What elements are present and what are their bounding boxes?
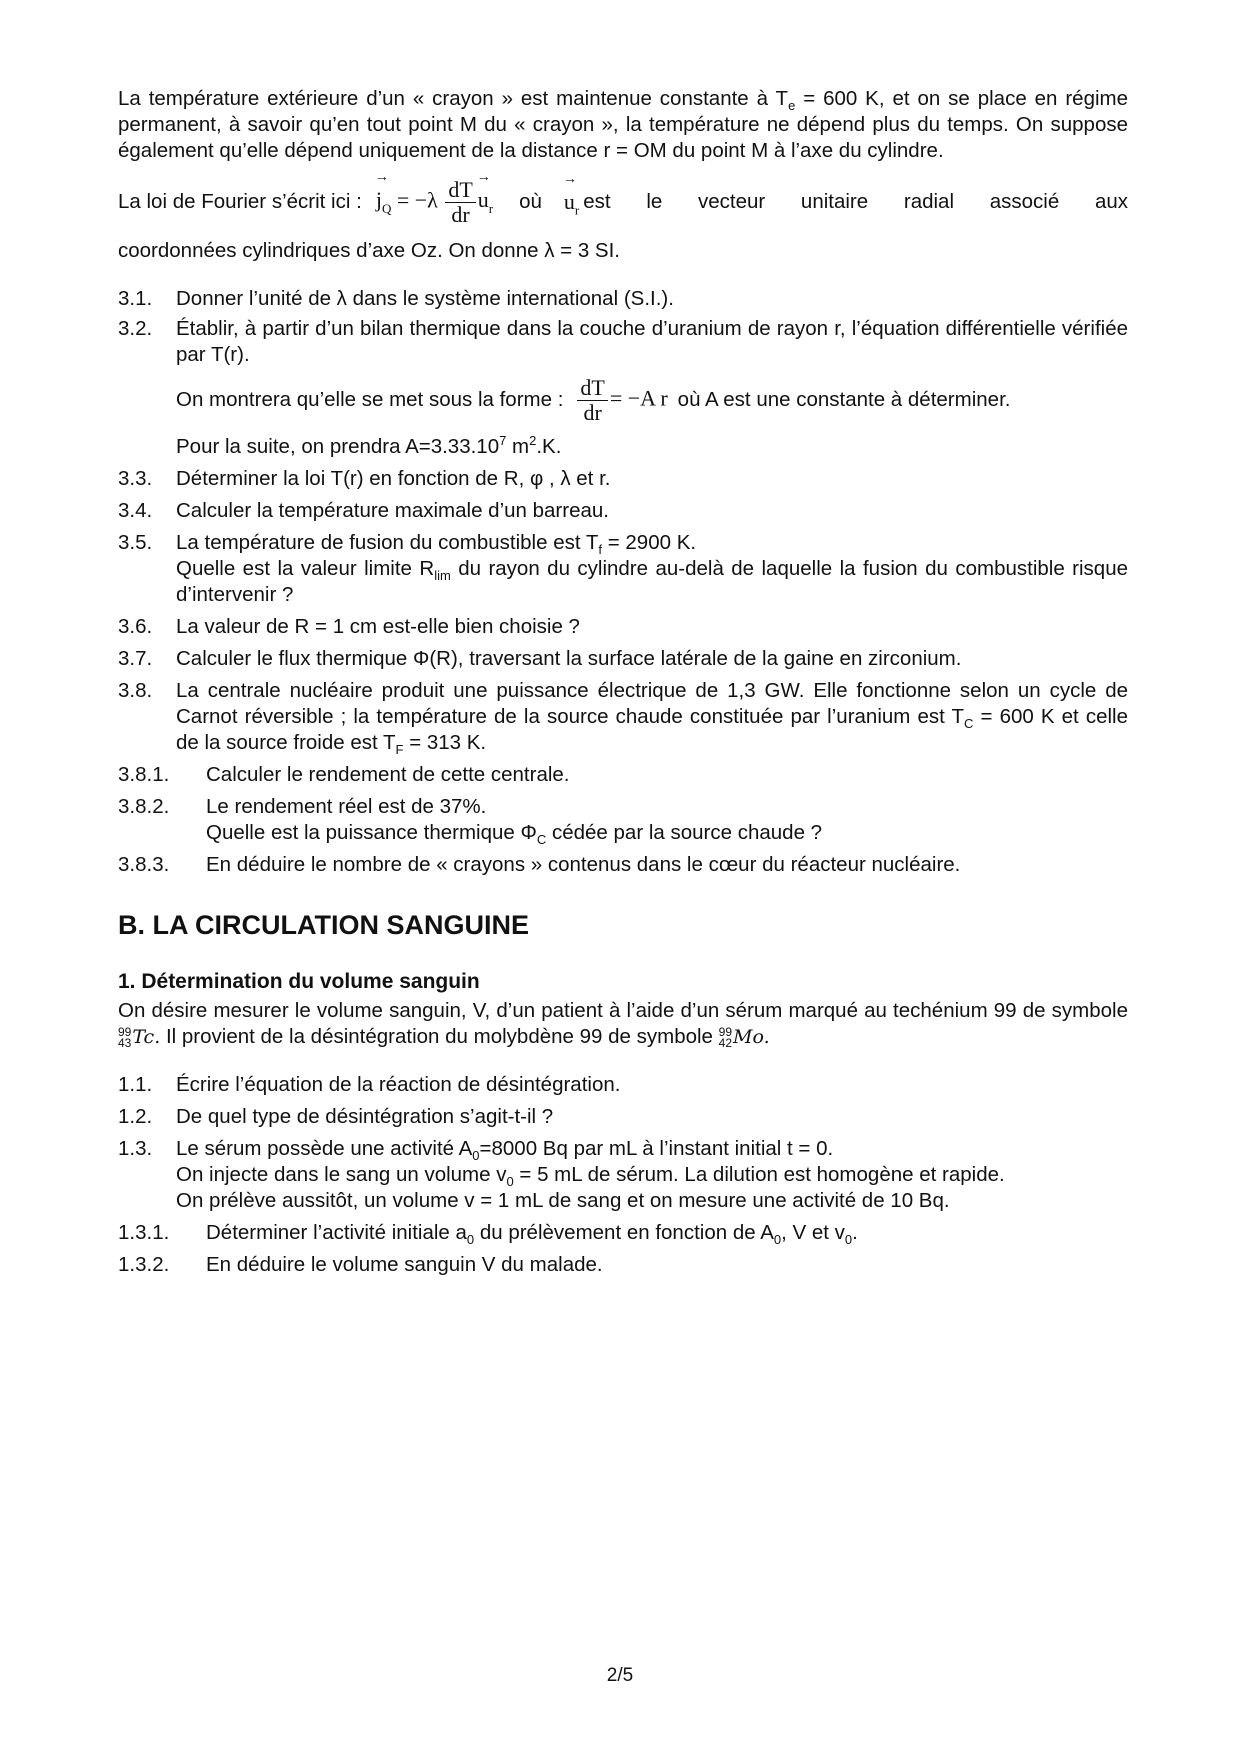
fourier-law-line: La loi de Fourier s’écrit ici : → $j_Q = -\lambda$ $\frac{dT}{dr}$ → $u_r$ où → $u_r$ est le vecteur unitaire radial associé aux [118,170,1128,234]
document-page [118,86,1128,1278]
question-1-3-1: 1.3.1. Déterminer l’activité initiale $a_0$ du prélèvement en fonction de $A_0$, V et $v_0$. [118,1221,858,1248]
section-b-questions [118,1072,1128,1278]
question-1-2: 1.2. De quel type de désintégration s’agit-t-il ? [118,1105,554,1128]
question-3-8-1: 3.8.1. Calculer le rendement de cette centrale. [118,763,570,786]
question-3-5-b: Quelle est la valeur limite $R_{lim}$ du rayon du cylindre au-delà de laquelle la fusion du combustible risque d’intervenir ? [176,557,1128,606]
fourier-label: La loi de Fourier s’écrit ici : [118,190,362,213]
lambda-given: coordonnées cylindriques d’axe Oz. On donne λ = 3 SI. [118,239,620,262]
question-1-1: 1.1. Écrire l’équation de la réaction de désintégration. [118,1073,621,1096]
question-3-4: 3.4. Calculer la température maximale d’un barreau. [118,499,609,522]
question-3-7: 3.7. Calculer le flux thermique Φ(R), traversant la surface latérale de la gaine en zirconium. [118,647,962,670]
question-3-1: 3.1. Donner l’unité de λ dans le système international (S.I.). [118,287,674,310]
question-3-8-3: 3.8.3. En déduire le nombre de « crayons » contenus dans le cœur du réacteur nucléaire. [118,853,961,876]
intro-paragraph: La température extérieure d’un « crayon » est maintenue constante à $T_e = 600$ K, et on se place en régime permanent, à savoir qu’en tout point M du « crayon », la température ne dépend plus du temps. On suppose également qu’elle dépend uniquement de la distance r = OM du point M à l’axe du cylindre. [118,87,1128,162]
question-1-3-b: On injecte dans le sang un volume $v_0 = 5$ mL de sérum. La dilution est homogène et rapide. [176,1163,1005,1190]
fourier-equation: → $j_Q = -\lambda$ $\frac{dT}{dr}$ → $u_r$ [376,178,493,227]
question-3-2-form: On montrera qu’elle se met sous la forme : $\frac{dT}{dr}$ = −A r où A est une constante à déterminer. [176,374,1011,425]
question-3-2: 3.2. Établir, à partir d’un bilan thermique dans la couche d’uranium de rayon r, l’équation différentielle vérifiée par T(r). [118,317,1128,366]
question-list [118,286,1128,878]
subsection-1-title: 1. Détermination du volume sanguin [118,970,480,993]
question-3-6: 3.6. La valeur de R = 1 cm est-elle bien choisie ? [118,615,580,638]
unit-vector: → $u_r$ [564,189,579,215]
question-3-5: 3.5. La température de fusion du combustible est $T_f = 2900$ K. [118,531,697,558]
question-1-3: 1.3. Le sérum possède une activité $A_0=8000$ Bq par mL à l’instant initial t = 0. [118,1137,834,1164]
question-3-8-2: 3.8.2. Le rendement réel est de 37%. [118,795,487,818]
question-3-3: 3.3. Déterminer la loi T(r) en fonction de R, φ , λ et r. [118,467,611,490]
question-1-3-2: 1.3.2. En déduire le volume sanguin V du malade. [118,1253,603,1276]
question-3-2-value: Pour la suite, on prendra $A=3.33.10^7$ $m^2.K$. [176,433,562,458]
question-3-8-2-b: Quelle est la puissance thermique $\Phi_C$ cédée par la source chaude ? [206,821,823,848]
question-1-3-c: On prélève aussitôt, un volume v = 1 mL de sang et on mesure une activité de 10 Bq. [176,1189,950,1212]
question-3-8: 3.8. La centrale nucléaire produit une puissance électrique de 1,3 GW. Elle fonctionne selon un cycle de Carnot réversible ; la température de la source chaude constituée par l’uranium est $T_C = 600$ K et celle de la source froide est $T_F = 313$ K. [118,679,1128,758]
page-number: 2/5 [606,1665,634,1686]
differential-equation: $\frac{dT}{dr}$ = −A r [575,376,667,425]
section-b-intro: On désire mesurer le volume sanguin, V, d’un patient à l’aide d’un sérum marqué au techénium 99 de symbole 99 43 Tc. Il provient de la désintégration du molybdène 99 de symbole 99 42 Mo. [118,999,1128,1050]
section-b-title: B. LA CIRCULATION SANGUINE [118,910,529,940]
